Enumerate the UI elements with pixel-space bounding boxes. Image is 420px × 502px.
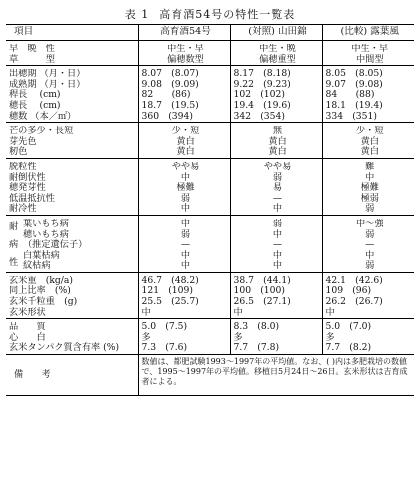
value: 黄白	[268, 135, 287, 147]
header-variety-3: (比較) 露葉風	[322, 25, 414, 41]
value: 7.3 (7.6)	[141, 342, 188, 354]
value: 難	[365, 161, 375, 172]
value: 82 (86)	[141, 89, 191, 101]
row-label: 穂発芽性	[9, 182, 46, 194]
value: 中	[180, 218, 191, 229]
value: 84 (88)	[325, 89, 375, 101]
header-variety-1: 高育酒54号	[138, 25, 230, 41]
row-label: 籾色	[9, 146, 28, 158]
value: —	[272, 192, 283, 204]
value: 18.1 (19.4)	[325, 99, 383, 111]
value: 弱	[180, 228, 191, 240]
value: 8.17 (8.18)	[233, 69, 291, 80]
value-cell	[138, 276, 230, 319]
row-label: 穂いもち病	[23, 228, 69, 240]
value: 中	[365, 249, 375, 261]
group-row	[6, 219, 414, 272]
group-row	[6, 276, 414, 319]
value-cell	[138, 69, 230, 122]
value-cell	[138, 162, 230, 215]
value: 19.4 (19.6)	[233, 99, 291, 111]
remarks-row	[6, 355, 414, 396]
side-char: 病	[9, 239, 19, 251]
row-label: 玄米タンパク質含有率 (%)	[9, 342, 120, 354]
value: 42.1 (42.6)	[325, 275, 383, 286]
group-labels	[6, 219, 138, 272]
value: 中	[141, 306, 151, 318]
value: 黄白	[360, 146, 379, 158]
table-title	[0, 6, 420, 22]
value: 弱	[272, 218, 283, 229]
value: 多	[233, 331, 243, 343]
row-label: 玄米形状	[9, 306, 46, 318]
value: 易	[272, 182, 283, 194]
value-cell	[322, 162, 414, 215]
header-row	[6, 25, 414, 41]
group-labels	[6, 276, 138, 319]
value: 7.7 (7.8)	[233, 342, 280, 354]
value-cell	[230, 162, 322, 215]
group-row	[6, 126, 414, 158]
row-label: 紋枯病	[23, 260, 51, 272]
value: やや易	[263, 161, 292, 172]
value: やや易	[171, 161, 200, 172]
value: 18.7 (19.5)	[141, 99, 199, 111]
value: 7.7 (8.2)	[325, 342, 372, 354]
row-label: 芽先色	[9, 135, 37, 147]
value: 中生・早	[351, 44, 389, 54]
row-label: 穂数 （本／㎡）	[9, 110, 77, 122]
value: 弱	[272, 171, 283, 183]
row-label: （推定遺伝子）	[23, 239, 88, 251]
value: 中	[365, 171, 375, 183]
row-label: 草 型	[9, 53, 55, 65]
row-label: 稈長 (cm)	[9, 89, 61, 101]
value-cell	[230, 219, 322, 272]
group-labels	[6, 322, 138, 354]
row-label: 玄米重 (kg/a)	[9, 275, 73, 286]
value: 5.0 (7.5)	[141, 322, 188, 333]
remarks-text: 数値は、都肥試験1993～1997年の平均値。なお、( )内は多肥栽培の数値で、1995～1997年の平均値。移植日5月24日～26日。玄米形状は吉育成者による。	[138, 355, 414, 396]
value: 黄白	[176, 135, 195, 147]
header-variety-2: (対照) 山田錦	[230, 25, 322, 41]
value: 中	[272, 228, 283, 240]
group-row	[6, 69, 414, 122]
value: 黄白	[176, 146, 195, 158]
value: 偏穂数型	[167, 53, 204, 65]
value: 38.7 (44.1)	[233, 275, 291, 286]
value-cell	[322, 69, 414, 122]
value: 黄白	[268, 146, 287, 158]
value: 25.5 (25.7)	[141, 296, 199, 308]
value: 中	[272, 260, 283, 272]
value: 26.2 (26.7)	[325, 296, 383, 308]
value-cell	[230, 44, 322, 66]
remarks-label: 備 考	[6, 355, 138, 396]
value-cell	[322, 276, 414, 319]
value: 中	[180, 260, 191, 272]
characteristics-table	[6, 24, 414, 396]
row-label: 同上比率 (%)	[9, 285, 71, 297]
value: 多	[141, 331, 151, 343]
value: 弱	[180, 192, 191, 204]
value: 46.7 (48.2)	[141, 275, 199, 286]
side-char: 耐	[9, 221, 19, 233]
disease-side-label	[9, 219, 23, 272]
value: 極弱	[360, 192, 379, 204]
value: 中～強	[355, 218, 384, 229]
row-label: 玄米千粒重 (g)	[9, 296, 78, 308]
value: 中間型	[355, 53, 384, 65]
value: 極難	[360, 182, 379, 194]
value: 26.5 (27.1)	[233, 296, 291, 308]
group-labels	[6, 162, 138, 215]
value: 8.3 (8.0)	[233, 322, 280, 333]
value: 中	[325, 306, 335, 318]
value: 少・短	[171, 126, 200, 137]
group-labels	[6, 44, 138, 66]
value: 中	[233, 306, 243, 318]
value: 中生・早	[167, 44, 204, 54]
value-cell	[230, 322, 322, 354]
value-cell	[230, 69, 322, 122]
group-labels	[6, 126, 138, 158]
value: 弱	[365, 203, 375, 215]
group-row	[6, 162, 414, 215]
row-label: 低温抵抗性	[9, 192, 55, 204]
value: 極難	[176, 182, 195, 194]
value-cell	[322, 322, 414, 354]
row-label: 早 晩 性	[9, 44, 55, 54]
row-label: 穂長 (cm)	[9, 99, 61, 111]
value: 360 (394)	[141, 110, 193, 122]
value: 中	[180, 249, 191, 261]
value-cell	[138, 126, 230, 158]
row-label: 心 白	[9, 331, 46, 343]
value: 少・短	[355, 126, 384, 137]
value: —	[272, 239, 283, 251]
value-cell	[138, 44, 230, 66]
side-char: 性	[9, 256, 19, 268]
value: 中	[272, 249, 283, 261]
value: 8.07 (8.07)	[141, 69, 199, 80]
value-cell	[322, 126, 414, 158]
row-label: 芒の多少・長短	[9, 126, 74, 137]
value-cell	[138, 322, 230, 354]
row-label: 品 質	[9, 322, 46, 333]
value: 黄白	[360, 135, 379, 147]
table-number: 表 1	[124, 8, 150, 21]
row-label: 脱粒性	[9, 161, 37, 172]
value: 8.05 (8.05)	[325, 69, 383, 80]
value: 334 (351)	[325, 110, 377, 122]
value-cell	[322, 44, 414, 66]
value: 偏穂重型	[259, 53, 296, 65]
value: 中	[180, 203, 191, 215]
value: 109 (96)	[325, 285, 372, 297]
value: 中生・晩	[259, 44, 296, 54]
row-label: 耐倒伏性	[9, 171, 46, 183]
row-label: 葉いもち病	[23, 218, 69, 229]
row-label: 耐冷性	[9, 203, 37, 215]
group-row	[6, 44, 414, 66]
value-cell	[138, 219, 230, 272]
header-item: 項目	[6, 25, 138, 41]
value: 100 (100)	[233, 285, 285, 297]
group-labels	[6, 69, 138, 122]
row-label: 成熟期 （月・日）	[9, 78, 86, 90]
value: 102 (102)	[233, 89, 285, 101]
value: 弱	[365, 260, 375, 272]
value: 121 (109)	[141, 285, 193, 297]
value-cell	[230, 126, 322, 158]
value: 9.08 (9.09)	[141, 78, 199, 90]
table-title-text: 高育酒54号の特性一覧表	[159, 8, 296, 21]
value: 9.07 (9.08)	[325, 78, 383, 90]
row-label: 出穂期 （月・日）	[9, 69, 86, 80]
value: 9.22 (9.23)	[233, 78, 291, 90]
value: 中	[180, 171, 191, 183]
value: 5.0 (7.0)	[325, 322, 372, 333]
value: 無	[272, 126, 283, 137]
value: —	[180, 239, 191, 251]
value-cell	[322, 219, 414, 272]
value: 弱	[365, 228, 375, 240]
group-row	[6, 322, 414, 354]
value-cell	[230, 276, 322, 319]
row-label: 白葉枯病	[23, 249, 60, 261]
value: 中	[272, 203, 283, 215]
value: —	[365, 239, 375, 251]
value: 342 (354)	[233, 110, 285, 122]
value: 多	[325, 331, 335, 343]
